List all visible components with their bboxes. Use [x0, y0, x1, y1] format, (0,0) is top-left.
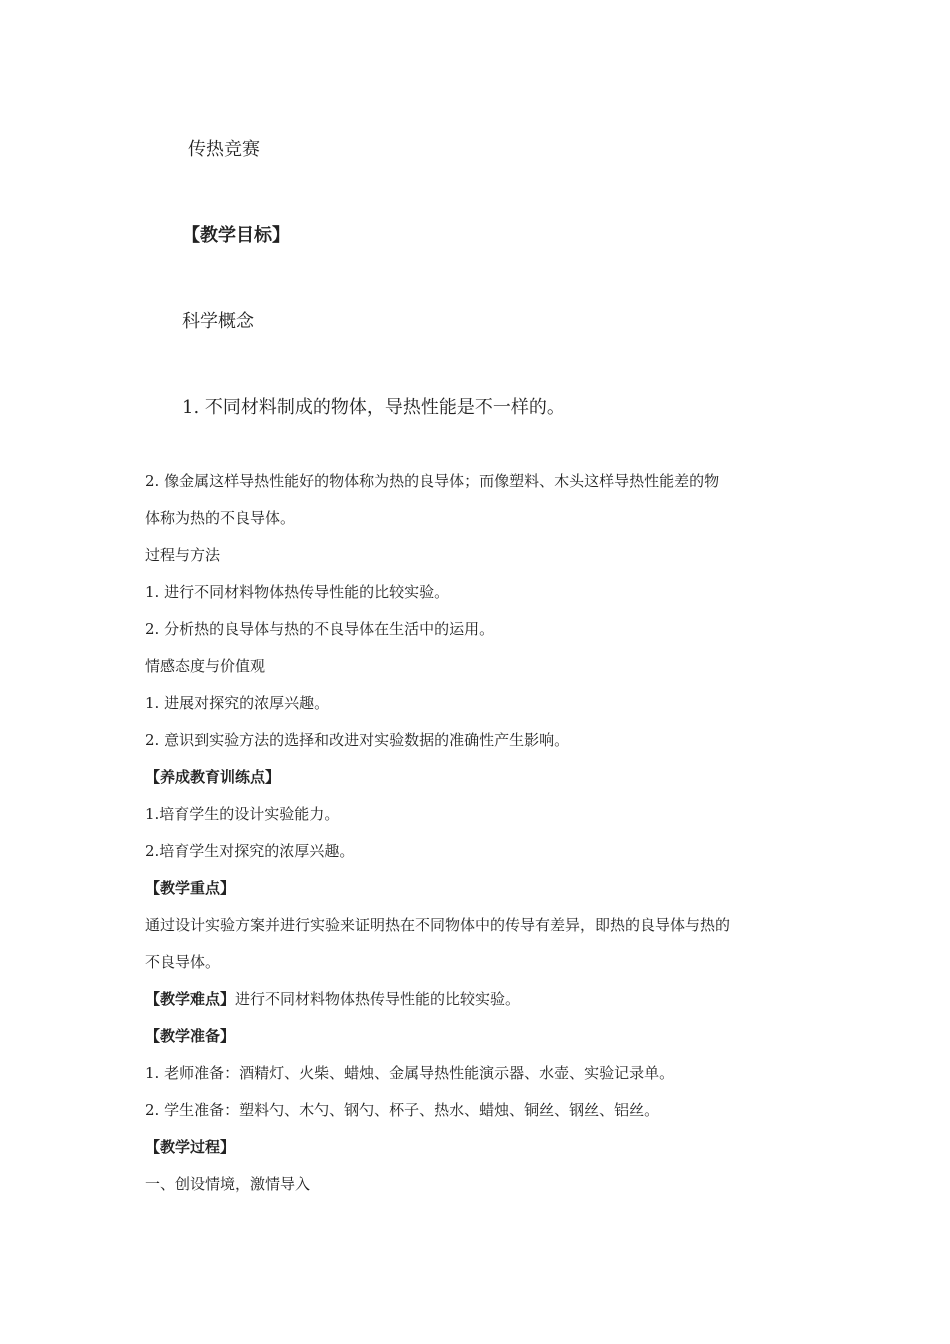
heading-attitude-values: 情感态度与价值观: [145, 657, 266, 675]
document-title: 传热竞赛: [188, 139, 260, 160]
preparation-item-2: 2. 学生准备：塑料勺、木勺、钢勺、杯子、热水、蜡烛、铜丝、钢丝、铝丝。: [145, 1101, 660, 1119]
heading-process-methods: 过程与方法: [145, 546, 221, 564]
science-item-2-line-2: 体称为热的不良导体。: [145, 509, 296, 527]
science-item-1: 1. 不同材料制成的物体，导热性能是不一样的。: [182, 397, 565, 418]
heading-science-concepts: 科学概念: [182, 311, 254, 332]
heading-objectives: 【教学目标】: [182, 225, 290, 246]
difficult-points-text: 进行不同材料物体热传导性能的比较实验。: [235, 990, 521, 1008]
process-item-1: 1. 进行不同材料物体热传导性能的比较实验。: [145, 583, 450, 601]
key-points-line-2: 不良导体。: [145, 953, 221, 971]
key-points-line-1: 通过设计实验方案并进行实验来证明热在不同物体中的传导有差异，即热的良导体与热的: [145, 916, 731, 934]
heading-key-points: 【教学重点】: [145, 879, 236, 897]
attitude-item-2: 2. 意识到实验方法的选择和改进对实验数据的准确性产生影响。: [145, 731, 570, 749]
heading-training-points: 【养成教育训练点】: [145, 768, 281, 786]
heading-preparation: 【教学准备】: [145, 1027, 236, 1045]
heading-teaching-process: 【教学过程】: [145, 1138, 236, 1156]
difficult-points-row: [145, 989, 520, 1009]
training-item-1: 1.培育学生的设计实验能力。: [145, 805, 340, 823]
training-item-2: 2.培育学生对探究的浓厚兴趣。: [145, 842, 355, 860]
process-item-2: 2. 分析热的良导体与热的不良导体在生活中的运用。: [145, 620, 495, 638]
preparation-item-1: 1. 老师准备：酒精灯、火柴、蜡烛、金属导热性能演示器、水壶、实验记录单。: [145, 1064, 675, 1082]
attitude-item-1: 1. 进展对探究的浓厚兴趣。: [145, 694, 330, 712]
process-step-1: 一、创设情境，激情导入: [145, 1175, 311, 1193]
heading-difficult-points: 【教学难点】: [145, 990, 236, 1008]
science-item-2-line-1: 2. 像金属这样导热性能好的物体称为热的良导体；而像塑料、木头这样导热性能差的物: [145, 472, 720, 490]
